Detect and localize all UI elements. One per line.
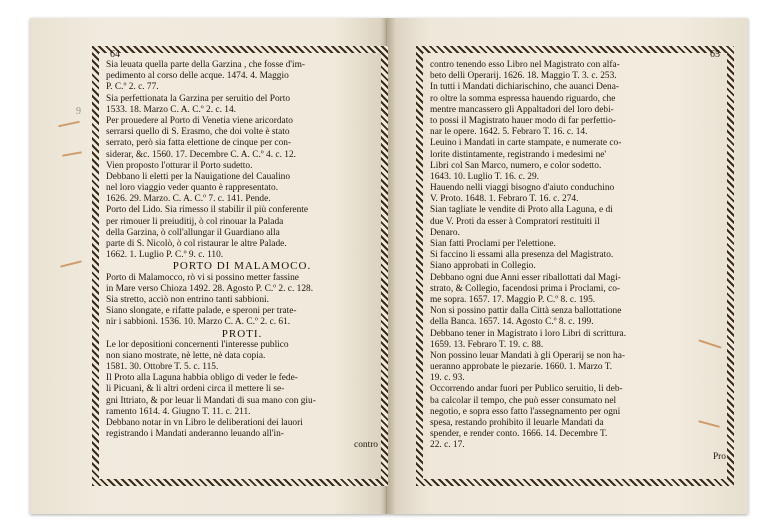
text-line: serrarsi quello di S. Erasmo, che doi volte è stato xyxy=(106,127,290,138)
text-line: 1643. 10. Luglio T. 16. c. 29. xyxy=(430,171,540,182)
right-page-text xyxy=(430,60,726,463)
left-page-number: 64 xyxy=(110,49,120,60)
text-line: ba calcolar il tempo, che può esser consumato nel xyxy=(430,395,617,406)
right-catchword: Pro xyxy=(712,451,726,462)
text-line: per rimouer li preiuditij, ò col rinouar la Palada xyxy=(106,216,284,227)
text-line: negotio, e sopra esso fatto l'assegnamento per ogni xyxy=(430,406,621,417)
text-line: spesa, restando prohibito il leuarle Mandati da xyxy=(430,418,604,428)
text-line: Sian fatti Proclami per l'elettione. xyxy=(430,239,556,249)
open-book xyxy=(30,18,748,514)
text-line: beto delli Operarij. 1626. 18. Maggio T. 3. c. 253. xyxy=(430,71,617,82)
text-line: nel loro viaggio veder quanto è rappresentato. xyxy=(106,183,279,194)
text-line: 1581. 30. Ottobre T. 5. c. 115. xyxy=(106,362,219,373)
text-line: Debbano ogni due Anni esser riballottati dal Magi- xyxy=(430,272,621,283)
text-line: in Mare verso Chioza 1492. 28. Agosto P. C.º 2. c. 128. xyxy=(106,283,314,294)
left-catchword: contro xyxy=(354,440,378,451)
text-line: Libri col San Marco, numero, e color sodetto. xyxy=(430,160,602,171)
text-line: 1533. 18. Marzo C. A. C.º 2. c. 14. xyxy=(106,104,236,115)
text-line: 1659. 13. Febraro T. 19. c. 88. xyxy=(430,339,544,350)
text-line: In tutti i Mandati dichiarischino, che auanci Dena- xyxy=(430,82,619,93)
text-line: spender, e render conto. 1666. 14. Decembre T. xyxy=(430,429,608,440)
text-line: Siano approbati in Collegio. xyxy=(430,261,536,272)
text-line: Occorrendo andar fuori per Publico seruitio, li deb- xyxy=(430,384,623,395)
text-line: Hauendo nelli viaggi bisogno d'aiuto conduchino xyxy=(430,183,615,194)
text-line: due V. Proti da esser à Compratori restituiti il xyxy=(430,216,600,227)
text-line: nir i sabbioni. 1536. 10. Marzo C. A. C.º 2. c. 61. xyxy=(106,317,291,328)
text-line: parte di S. Nicolò, ò col ristaurar le altre Palade. xyxy=(106,239,287,249)
text-line: 19. c. 93. xyxy=(430,373,465,384)
text-line: Porto di Malamocco, rò vi si possino metter fassine xyxy=(106,272,299,283)
text-line: contro tenendo esso Libro nel Magistrato con alfa- xyxy=(430,60,620,70)
text-line: Non si possino pattir dalla Città senza ballottatione xyxy=(430,306,622,317)
text-line: Porto del Lido. Sia rimesso il stabilir il più conferente xyxy=(106,205,309,216)
text-line: nar le opere. 1642. 5. Febraro T. 16. c. 14. xyxy=(430,127,588,138)
text-line: 22. c. 17. xyxy=(430,440,465,451)
text-line: Debbano tener in Magistrato i loro Libri di scrittura. xyxy=(430,328,627,339)
section-heading-proti: PROTI. xyxy=(221,327,263,340)
text-line: Le lor depositioni concernenti l'interesse publico xyxy=(106,339,289,350)
text-line: ramento 1614. 4. Giugno T. 11. c. 211. xyxy=(106,406,251,417)
text-line: Vien proposto l'otturar il Porto sudetto. xyxy=(106,160,253,171)
text-line: lorite distintamente, registrando i medesimi ne' xyxy=(430,149,607,160)
text-line: Siano slongate, e rifatte palade, e speroni per trate- xyxy=(106,306,297,317)
text-line: Denaro. xyxy=(430,227,460,238)
text-line: me sopra. 1657. 17. Maggio P. C.º 8. c. 195. xyxy=(430,294,596,305)
text-line: ro oltre la somma espressa hauendo riguardo, che xyxy=(430,93,616,104)
text-line: mentre mancassero gli Appaltadori del loro debi- xyxy=(430,104,614,115)
text-line: Debbano li eletti per la Nauigatione del Caualino xyxy=(106,171,291,182)
text-line: registrando i Mandati anderanno leuando all'in- xyxy=(106,429,284,440)
text-line: V. Proto. 1648. 1. Febraro T. 16. c. 274. xyxy=(430,194,579,205)
section-heading-malamoco: PORTO DI MALAMOCO. xyxy=(172,260,312,273)
text-line: P. C.º 2. c. 77. xyxy=(106,82,159,93)
right-page-number: 65 xyxy=(710,49,720,60)
text-line: ueranno approbate le piezarie. 1660. 1. Marzo T. xyxy=(430,362,613,373)
text-line: Il Proto alla Laguna habbia obligo di veder le fede- xyxy=(106,373,298,384)
text-line: Sian tagliate le vendite di Proto alla Laguna, e di xyxy=(430,205,613,216)
text-line: strato, & Collegio, facendosi prima i Proclami, co- xyxy=(430,283,621,294)
pencil-note: 9 xyxy=(76,106,81,117)
text-line: to possi il Magistrato hauer modo di far perfettio- xyxy=(430,115,616,126)
text-line: 1626. 29. Marzo. C. A. C.º 7. c. 141. Pende. xyxy=(106,194,271,205)
text-line: della Banca. 1657. 14. Agosto C.º 8. c. 199. xyxy=(430,317,594,328)
text-line: pedimento al corso delle acque. 1474. 4. Maggio xyxy=(106,71,289,82)
text-line: Non possino leuar Mandati à gli Operarij se non ha- xyxy=(430,350,626,361)
text-line: siderar, &c. 1560. 17. Decembre C. A. C.º 4. c. 12. xyxy=(106,149,296,160)
text-line: della Garzina, ò coll'allungar il Guardiano alla xyxy=(106,227,280,238)
text-line: Debbano notar in vn Libro le deliberationi dei lauori xyxy=(106,418,303,428)
text-line: 1662. 1. Luglio P. C.º 9. c. 110. xyxy=(106,250,224,261)
text-line: non siano mostrate, nè lette, nè data copia. xyxy=(106,350,266,361)
text-line: Si faccino li essami alla presenza del Magistrato. xyxy=(430,250,614,261)
text-line: gni Ittriato, & por leuar li Mandati di sua mano con giu- xyxy=(106,395,316,406)
text-line: Sia leuata quella parte della Garzina , che fosse d'im- xyxy=(106,60,305,70)
text-line: Per prouedere al Porto di Venetia viene aricordato xyxy=(106,115,293,126)
left-page-text xyxy=(106,60,378,452)
text-line: serrato, però sia fatta elettione de cinque per con- xyxy=(106,138,292,149)
text-line: Leuino i Mandati in carte stampate, e numerate co- xyxy=(430,138,622,149)
text-line: li Picuani, & li altri ordeni circa il mettere li se- xyxy=(106,384,285,395)
text-line: Sia perfettionata la Garzina per seruitio del Porto xyxy=(106,93,291,104)
text-line: Sia stretto, acciò non entrino tanti sabbioni. xyxy=(106,294,269,305)
